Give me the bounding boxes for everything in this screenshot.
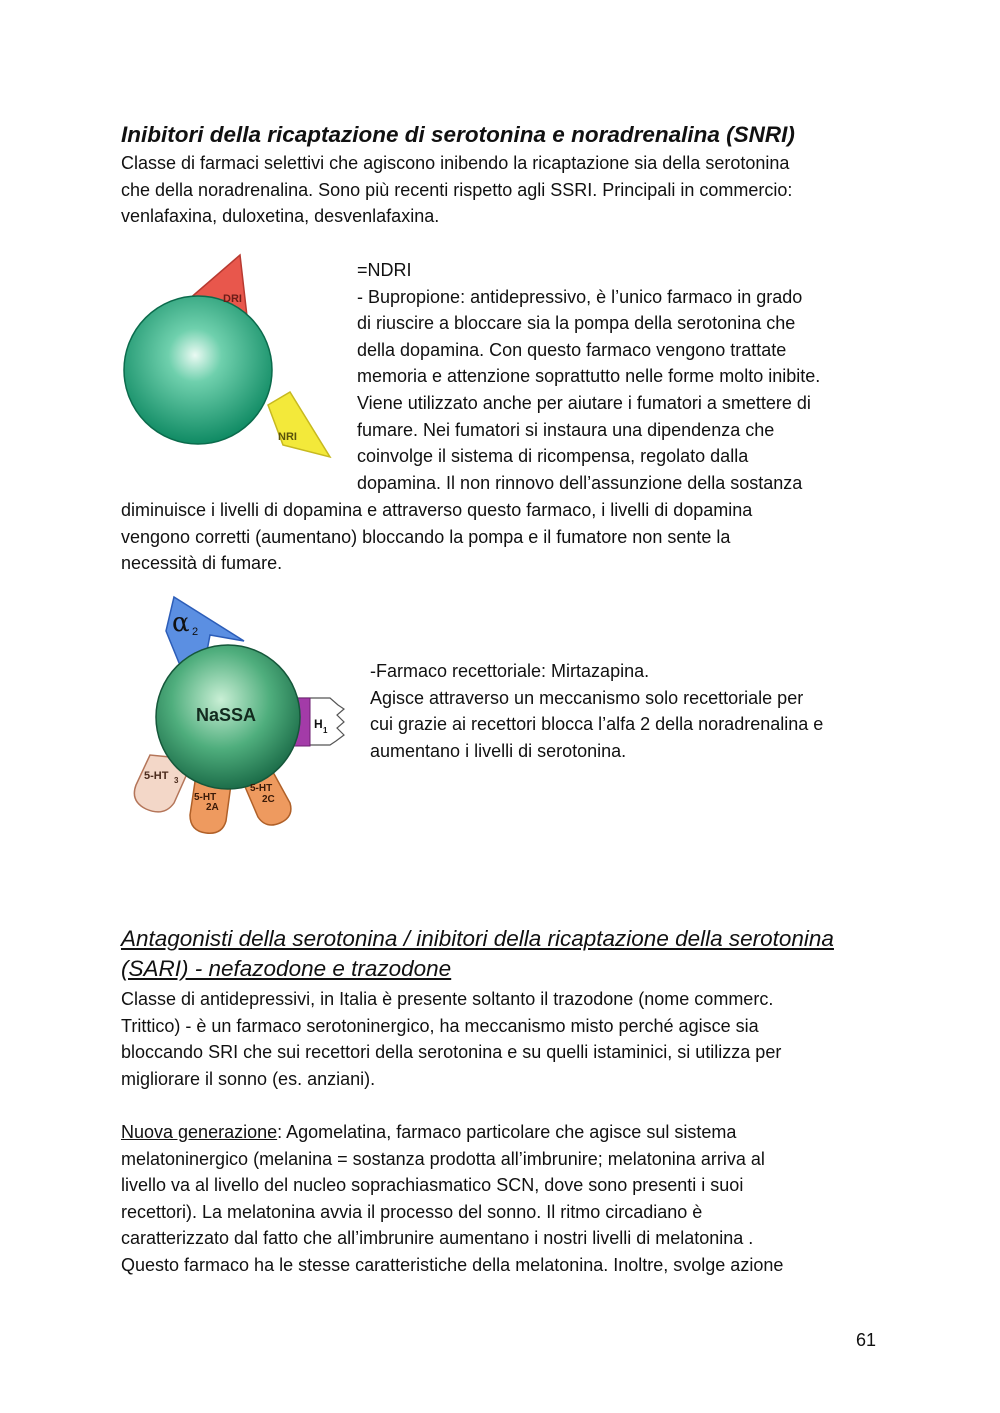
ndri-diagram xyxy=(118,250,338,470)
ht3-label: 5-HT xyxy=(144,770,169,782)
text-line: fumare. Nei fumatori si instaura una dipendenza che xyxy=(357,419,775,440)
nassa-paragraph xyxy=(370,658,823,764)
heading-line: (SARI) - nefazodone e trazodone xyxy=(121,956,452,981)
ndri-full-paragraph xyxy=(121,497,752,577)
text-line: Classe di farmaci selettivi che agiscono inibendo la ricaptazione sia della serotonina xyxy=(121,153,790,173)
text-line: =NDRI xyxy=(357,260,412,280)
h1-subscript: 1 xyxy=(323,726,328,735)
text-line: Trittico) - è un farmaco serotoninergico, ha meccanismo misto perché agisce sia xyxy=(121,1015,759,1036)
text-line: vengono corretti (aumentano) bloccando la pompa e il fumatore non sente la xyxy=(121,526,731,547)
snri-heading: Inibitori della ricaptazione di serotonina e noradrenalina (SNRI) xyxy=(121,122,795,147)
sari-heading xyxy=(121,924,834,984)
text-line: Agisce attraverso un meccanismo solo recettoriale per xyxy=(370,687,804,708)
alpha-subscript: 2 xyxy=(192,626,199,638)
new-generation-first-line: : Agomelatina, farmaco particolare che agisce sul sistema xyxy=(277,1122,737,1142)
ndri-side-paragraph xyxy=(357,257,820,496)
text-line: livello va al livello del nucleo soprachiasmatico SCN, dove sono presenti i suoi xyxy=(121,1175,744,1196)
ht2c-label-top: 5-HT xyxy=(250,783,273,794)
text-line: bloccando SRI che sui recettori della serotonina e su quelli istaminici, si utilizza per xyxy=(121,1042,782,1063)
snri-paragraph xyxy=(121,150,792,230)
text-line: dopamina. Il non rinnovo dell’assunzione della sostanza xyxy=(357,472,803,493)
text-line: di riuscire a bloccare sia la pompa della serotonina che xyxy=(357,313,796,334)
new-generation-paragraph xyxy=(121,1119,783,1279)
text-line: - Bupropione: antidepressivo, è l’unico farmaco in grado xyxy=(357,286,803,307)
text-line: melatoninergico (melanina = sostanza prodotta all’imbrunire; melatonina arriva al xyxy=(121,1148,765,1169)
text-line: Questo farmaco ha le stesse caratteristiche della melatonina. Inoltre, svolge azione xyxy=(121,1254,784,1275)
nassa-diagram xyxy=(122,595,362,840)
text-line: della dopamina. Con questo farmaco vengono trattate xyxy=(357,339,787,360)
text-line: venlafaxina, duloxetina, desvenlafaxina. xyxy=(121,206,440,227)
text-line: diminuisce i livelli di dopamina e attraverso questo farmaco, i livelli di dopamina xyxy=(121,500,753,520)
new-generation-label: Nuova generazione xyxy=(121,1122,278,1142)
text-line: Viene utilizzato anche per aiutare i fumatori a smettere di xyxy=(357,392,811,413)
heading-line: Antagonisti della serotonina / inibitori della ricaptazione della serotonina xyxy=(121,926,834,951)
h1-label: H xyxy=(314,717,323,731)
ht2a-label-bottom: 2A xyxy=(206,802,219,813)
text-line: caratterizzato dal fatto che all’imbrunire aumentano i nostri livelli di melatonina . xyxy=(121,1228,754,1249)
nri-receptor-shape xyxy=(268,392,330,457)
ndri-ball xyxy=(124,296,272,444)
text-line: Classe di antidepressivi, in Italia è presente soltanto il trazodone (nome commerc. xyxy=(121,989,774,1009)
ht2a-label-top: 5-HT xyxy=(194,792,217,803)
nassa-label: NaSSA xyxy=(196,705,257,725)
text-line: memoria e attenzione soprattutto nelle forme molto inibite. xyxy=(357,366,821,387)
ht3-subscript: 3 xyxy=(174,776,179,785)
text-line: cui grazie ai recettori blocca l’alfa 2 della noradrenalina e xyxy=(370,714,824,735)
text-line: coinvolge il sistema di ricompensa, regolato dalla xyxy=(357,446,749,467)
text-line: che della noradrenalina. Sono più recenti rispetto agli SSRI. Principali in commercio: xyxy=(121,179,793,200)
sari-paragraph xyxy=(121,986,781,1092)
text-line: aumentano i livelli di serotonina. xyxy=(370,740,627,761)
text-line xyxy=(121,1119,783,1146)
text-line: -Farmaco recettoriale: Mirtazapina. xyxy=(370,661,650,681)
dri-label: DRI xyxy=(223,293,242,305)
text-line: necessità di fumare. xyxy=(121,553,283,574)
text-line: recettori). La melatonina avvia il processo del sonno. Il ritmo circadiano è xyxy=(121,1201,703,1222)
nri-label: NRI xyxy=(278,431,297,443)
page-number: 61 xyxy=(855,1330,876,1350)
ht2c-label-bottom: 2C xyxy=(262,794,275,805)
alpha-label: α xyxy=(172,608,190,638)
text-line: migliorare il sonno (es. anziani). xyxy=(121,1068,376,1089)
